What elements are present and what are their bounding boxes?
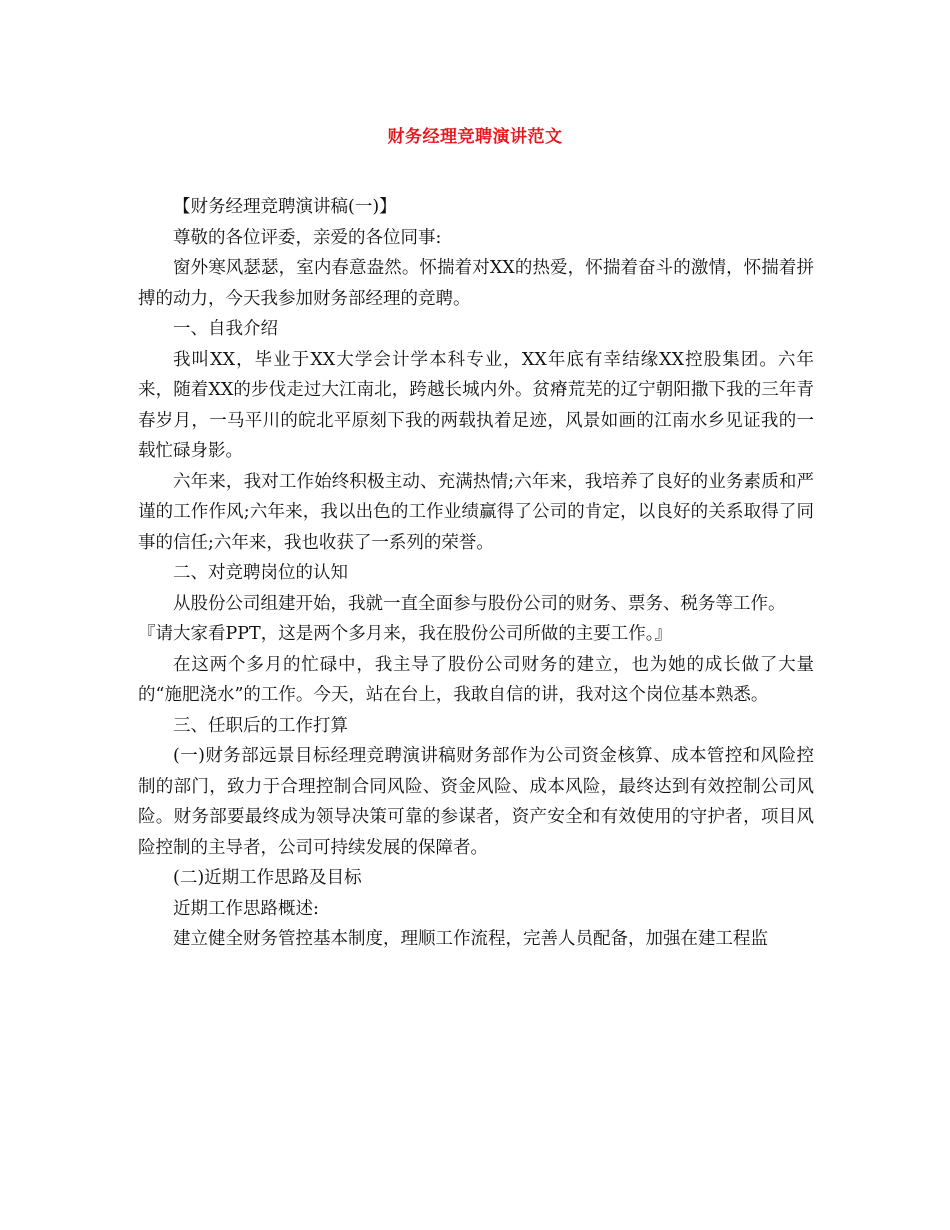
- subsection-heading: (二)近期工作思路及目标: [173, 868, 362, 888]
- section-heading: 二、对竞聘岗位的认知: [173, 563, 348, 583]
- paragraph: 六年来，我对工作始终积极主动、充满热情;六年来，我培养了良好的业务素质和严谨的工作作风;六年来，我以出色的工作业绩赢得了公司的肯定，以良好的关系取得了同事的信任;六年来，我也收获了一系列的荣誉。: [138, 471, 814, 553]
- section-heading: 一、自我介绍: [173, 319, 278, 339]
- document-body: [138, 192, 814, 955]
- paragraph: (一)财务部远景目标经理竞聘演讲稿财务部作为公司资金核算、成本管控和风险控制的部门，致力于合理控制合同风险、资金风险、成本风险，最终达到有效控制公司风险。财务部要最终成为领导决策可靠的参谋者，资产安全和有效使用的守护者，项目风险控制的主导者，公司可持续发展的保障者。: [138, 746, 814, 858]
- salutation: 尊敬的各位评委，亲爱的各位同事:: [173, 227, 442, 248]
- document-title: 财务经理竞聘演讲范文: [387, 127, 563, 147]
- paragraph: 近期工作思路概述:: [173, 898, 319, 919]
- paragraph: 从股份公司组建开始，我就一直全面参与股份公司的财务、票务、税务等工作。: [173, 593, 786, 614]
- paragraph: 『请大家看PPT，这是两个多月来，我在股份公司所做的主要工作。』: [138, 624, 672, 644]
- paragraph: 窗外寒风瑟瑟，室内春意盎然。怀揣着对XX的热爱，怀揣着奋斗的激情，怀揣着拼搏的动力，今天我参加财务部经理的竞聘。: [138, 258, 814, 309]
- section-heading: 三、任职后的工作打算: [173, 715, 348, 736]
- section-heading: 【财务经理竞聘演讲稿(一)】: [173, 197, 397, 217]
- paragraph: 在这两个多月的忙碌中，我主导了股份公司财务的建立，也为她的成长做了大量的“施肥浇水”的工作。今天，站在台上，我敢自信的讲，我对这个岗位基本熟悉。: [138, 654, 814, 705]
- paragraph: 建立健全财务管控基本制度，理顺工作流程，完善人员配备，加强在建工程监: [173, 929, 768, 949]
- paragraph: 我叫XX，毕业于XX大学会计学本科专业，XX年底有幸结缘XX控股集团。六年来，随着XX的步伐走过大江南北，跨越长城内外。贫瘠荒芜的辽宁朝阳撒下我的三年青春岁月，一马平川的皖北平原刻下我的两载执着足迹，风景如画的江南水乡见证我的一载忙碌身影。: [138, 349, 814, 461]
